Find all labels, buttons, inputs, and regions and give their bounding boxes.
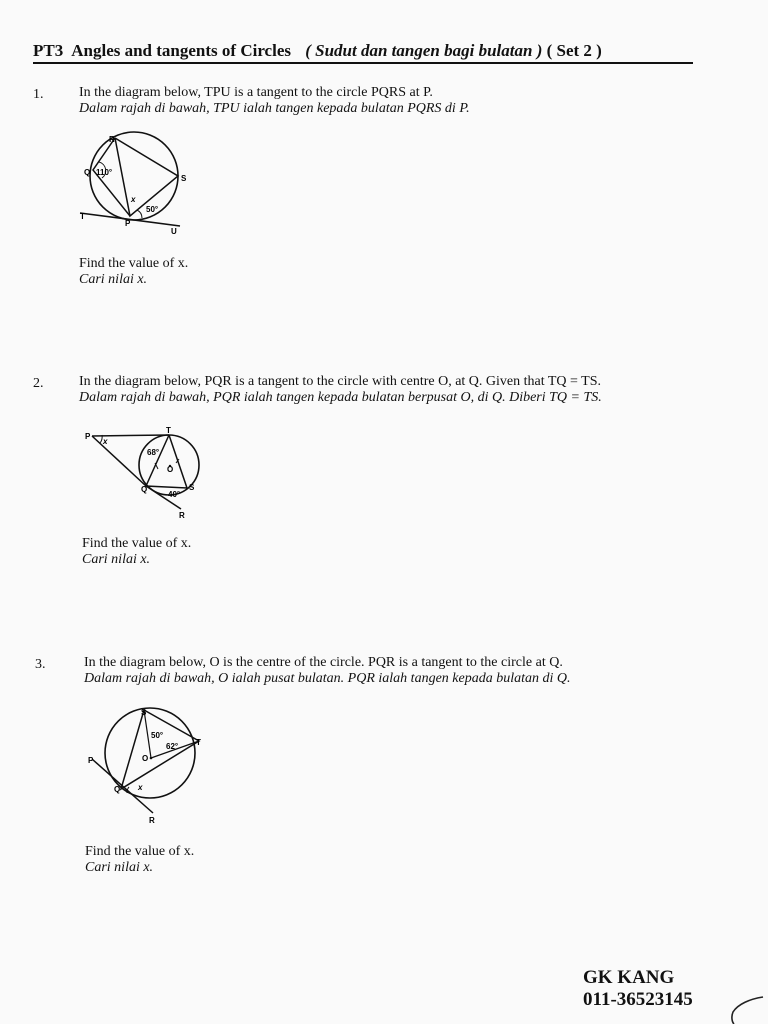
question-2-english: In the diagram below, PQR is a tangent to the circle with centre O, at Q. Given that TQ = TS. [79, 374, 602, 389]
author-name: GK KANG [583, 967, 675, 988]
q2-label-o: O [167, 465, 174, 474]
question-1-diagram [75, 130, 200, 240]
question-1-english: In the diagram below, TPU is a tangent to the circle PQRS at P. [79, 85, 433, 100]
question-2-text [79, 374, 602, 406]
q2-angle-68: 68° [147, 448, 160, 457]
q1-label-u: U [171, 227, 177, 236]
q2-label-q: Q [141, 485, 148, 494]
question-3-number: 3. [35, 657, 46, 672]
title-code: PT3 [33, 41, 64, 60]
q1-label-p: P [125, 219, 131, 228]
q3-angle-50: 50° [151, 731, 164, 740]
q1-label-s: S [181, 174, 187, 183]
q3-label-q: Q [114, 785, 121, 794]
q3-label-s: S [141, 708, 147, 717]
question-2-find-ms: Cari nilai x. [82, 552, 151, 567]
question-3-malay: Dalam rajah di bawah, O ialah pusat bulatan. PQR ialah tangen kepada bulatan di Q. [84, 671, 571, 686]
question-2-number: 2. [33, 376, 44, 391]
q1-label-r: R [109, 135, 115, 144]
title-set: ( Set 2 ) [546, 41, 602, 60]
question-1-number: 1. [33, 87, 44, 102]
question-1-find [79, 256, 188, 288]
author-block [583, 967, 693, 1011]
question-2-find [82, 536, 191, 568]
q1-angle-x: x [131, 195, 136, 204]
worksheet-title [33, 41, 693, 64]
q3-label-r: R [149, 816, 155, 825]
question-3-find-ms: Cari nilai x. [85, 860, 154, 875]
question-1-text [79, 85, 470, 117]
question-2-diagram [80, 425, 205, 520]
q3-label-t: T [196, 738, 201, 747]
q2-label-r: R [179, 511, 185, 520]
q2-label-t: T [166, 426, 171, 435]
question-2-malay: Dalam rajah di bawah, PQR ialah tangen kepada bulatan berpusat O, di Q. Diberi TQ = TS. [79, 390, 602, 405]
question-2-find-en: Find the value of x. [82, 536, 192, 551]
question-1-malay: Dalam rajah di bawah, TPU ialah tangen kepada bulatan PQRS di P. [79, 101, 470, 116]
pen-mark [730, 995, 765, 1024]
q3-angle-x: x [138, 783, 143, 792]
q2-label-s: S [189, 483, 195, 492]
q1-angle-50: 50° [146, 205, 159, 214]
author-phone: 011-36523145 [583, 989, 693, 1010]
title-malay: ( Sudut dan tangen bagi bulatan ) [305, 41, 543, 60]
q3-label-p: P [88, 756, 94, 765]
question-1-find-ms: Cari nilai x. [79, 272, 148, 287]
q2-angle-x: x [103, 437, 108, 446]
question-3-english: In the diagram below, O is the centre of the circle. PQR is a tangent to the circle at Q. [84, 655, 563, 670]
q3-angle-62: 62° [166, 742, 179, 751]
q1-label-q: Q [84, 168, 91, 177]
question-3-find-en: Find the value of x. [85, 844, 195, 859]
q1-label-t: T [80, 212, 85, 221]
question-1-find-en: Find the value of x. [79, 256, 189, 271]
q3-label-o: O [142, 754, 149, 763]
q2-label-p: P [85, 432, 91, 441]
question-3-text [84, 655, 571, 687]
question-3-find [85, 844, 194, 876]
q1-angle-110: 110° [96, 168, 113, 177]
question-3-diagram [85, 705, 215, 825]
title-english: Angles and tangents of Circles [71, 41, 291, 60]
q2-angle-40: 40° [168, 490, 181, 499]
